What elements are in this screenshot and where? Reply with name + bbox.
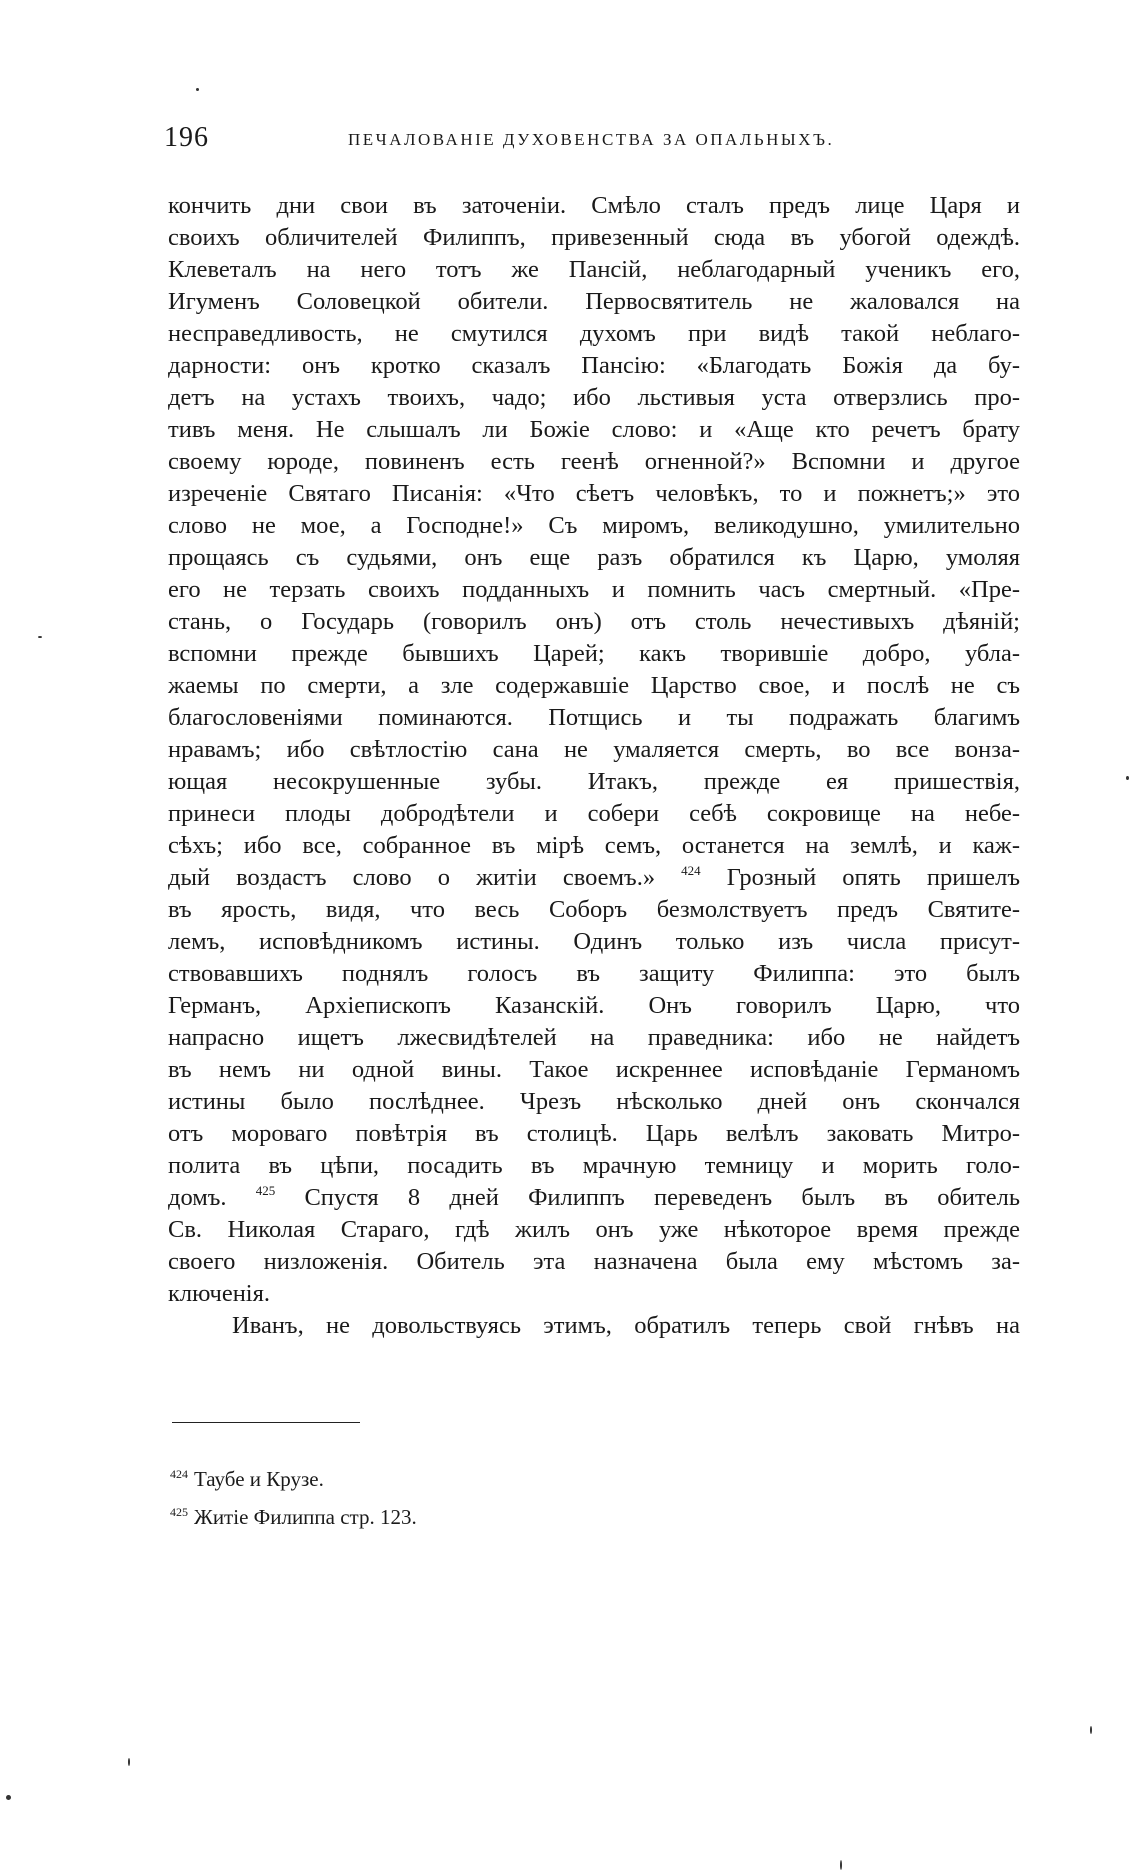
text-line-tail: Спустя 8 дней Филиппъ переведенъ былъ въ обитель (304, 1184, 1021, 1211)
text-line-tail: Грозный опять пришелъ (726, 864, 1020, 891)
text-line: Клеветалъ на него тотъ же Пансій, неблагодарный ученикъ его, (168, 256, 1020, 283)
text-line: Германъ, Архіепископъ Казанскій. Онъ говорилъ Царю, что (168, 992, 1020, 1019)
footnote-reference: 425 (255, 1183, 276, 1198)
text-line: прощаясь съ судьями, онъ еще разъ обратился къ Царю, умоляя (168, 544, 1020, 571)
footnote-text: Житіе Филиппа стр. 123. (194, 1505, 417, 1529)
text-line: тивъ меня. Не слышалъ ли Божіе слово: и «Аще кто речетъ брату (168, 416, 1020, 443)
footnote-reference: 424 (681, 863, 701, 878)
text-line: детъ на устахъ твоихъ, чадо; ибо льстивыя уста отверзлись про- (168, 384, 1020, 411)
text-line: своихъ обличителей Филиппъ, привезенный сюда въ убогой одеждѣ. (168, 224, 1020, 251)
paragraph-start-line: Иванъ, не довольствуясь этимъ, обратилъ теперь свой гнѣвъ на (232, 1312, 1020, 1339)
text-line: благословеніями поминаются. Потщись и ты подражать благимъ (168, 704, 1020, 731)
page-number: 196 (164, 122, 209, 153)
text-line: лемъ, исповѣдникомъ истины. Одинъ только изъ числа присут- (168, 928, 1020, 955)
footnote-number: 425 (170, 1505, 188, 1519)
text-line: слово не мое, а Господне!» Съ миромъ, великодушно, умилительно (168, 512, 1020, 539)
text-line-with-footnote (168, 862, 1020, 894)
text-line: кончить дни свои въ заточеніи. Смѣло сталъ предъ лице Царя и (168, 192, 1020, 219)
running-title: ПЕЧАЛОВАНІЕ ДУХОВЕНСТВА ЗА ОПАЛЬНЫХЪ. (348, 130, 835, 149)
text-line: стань, о Государь (говорилъ онъ) отъ столь нечестивыхъ дѣяній; (168, 608, 1020, 635)
text-line: принеси плоды добродѣтели и собери себѣ сокровище на небе- (168, 800, 1020, 827)
footnote-text: Таубе и Крузе. (194, 1467, 324, 1491)
text-line: полита въ цѣпи, посадить въ мрачную темницу и морить голо- (168, 1152, 1020, 1179)
text-line: вспомни прежде бывшихъ Царей; какъ творившіе добро, убла- (168, 640, 1020, 667)
text-line: нравамъ; ибо свѣтлостію сана не умаляется смерть, во все вонза- (168, 736, 1020, 763)
text-line: истины было послѣднее. Чрезъ нѣсколько дней онъ скончался (168, 1088, 1020, 1115)
text-line: въ ярость, видя, что весь Соборъ безмолствуетъ предъ Святите- (168, 896, 1020, 923)
text-line: жаемы по смерти, а зле содержавшіе Царство свое, и послѣ не съ (168, 672, 1020, 699)
text-line: отъ мороваго повѣтрія въ столицѣ. Царь велѣлъ заковать Митро- (168, 1120, 1020, 1147)
text-line: несправедливость, не смутился духомъ при видѣ такой неблаго- (168, 320, 1020, 347)
running-head (160, 122, 1030, 162)
text-line-head: дый воздастъ слово о житіи своемъ.» (168, 864, 656, 891)
text-line: изреченіе Святаго Писанія: «Что сѣетъ человѣкъ, то и пожнетъ;» это (168, 480, 1020, 507)
scan-speck (1090, 1726, 1092, 1734)
text-line: своего низложенія. Обитель эта назначена была ему мѣстомъ за- (168, 1248, 1020, 1275)
footnote-424 (170, 1460, 417, 1498)
footnotes (170, 1460, 417, 1536)
text-line: его не терзать своихъ подданныхъ и помнить часъ смертный. «Пре- (168, 576, 1020, 603)
text-line: въ немъ ни одной вины. Такое искреннее исповѣданіе Германомъ (168, 1056, 1020, 1083)
footnote-number: 424 (170, 1467, 188, 1481)
scan-speck (6, 1795, 11, 1800)
text-line: ющая несокрушенные зубы. Итакъ, прежде ея пришествія, (168, 768, 1020, 795)
footnote-divider (172, 1422, 360, 1423)
text-line-with-footnote (168, 1182, 1020, 1214)
footnote-425 (170, 1498, 417, 1536)
text-line: своему юроде, повиненъ есть геенѣ огненной?» Вспомни и другое (168, 448, 1020, 475)
text-line: Игуменъ Соловецкой обители. Первосвятитель не жаловался на (168, 288, 1020, 315)
scan-speck (196, 88, 199, 91)
scan-speck (1126, 776, 1129, 780)
scan-speck (128, 1758, 130, 1766)
text-line: напрасно ищетъ лжесвидѣтелей на праведника: ибо не найдетъ (168, 1024, 1020, 1051)
body-text (168, 190, 1020, 1342)
text-line: Св. Николая Стараго, гдѣ жилъ онъ уже нѣкоторое время прежде (168, 1216, 1020, 1243)
scan-speck (840, 1860, 842, 1870)
scan-speck (38, 636, 42, 638)
text-line: ствовавшихъ поднялъ голосъ въ защиту Филиппа: это былъ (168, 960, 1020, 987)
text-line-head: домъ. (168, 1184, 227, 1211)
text-line: сѣхъ; ибо все, собранное въ мірѣ семъ, останется на землѣ, и каж- (168, 832, 1020, 859)
text-line: ключенія. (168, 1280, 271, 1307)
text-line: дарности: онъ кротко сказалъ Пансію: «Благодать Божія да бу- (168, 352, 1020, 379)
